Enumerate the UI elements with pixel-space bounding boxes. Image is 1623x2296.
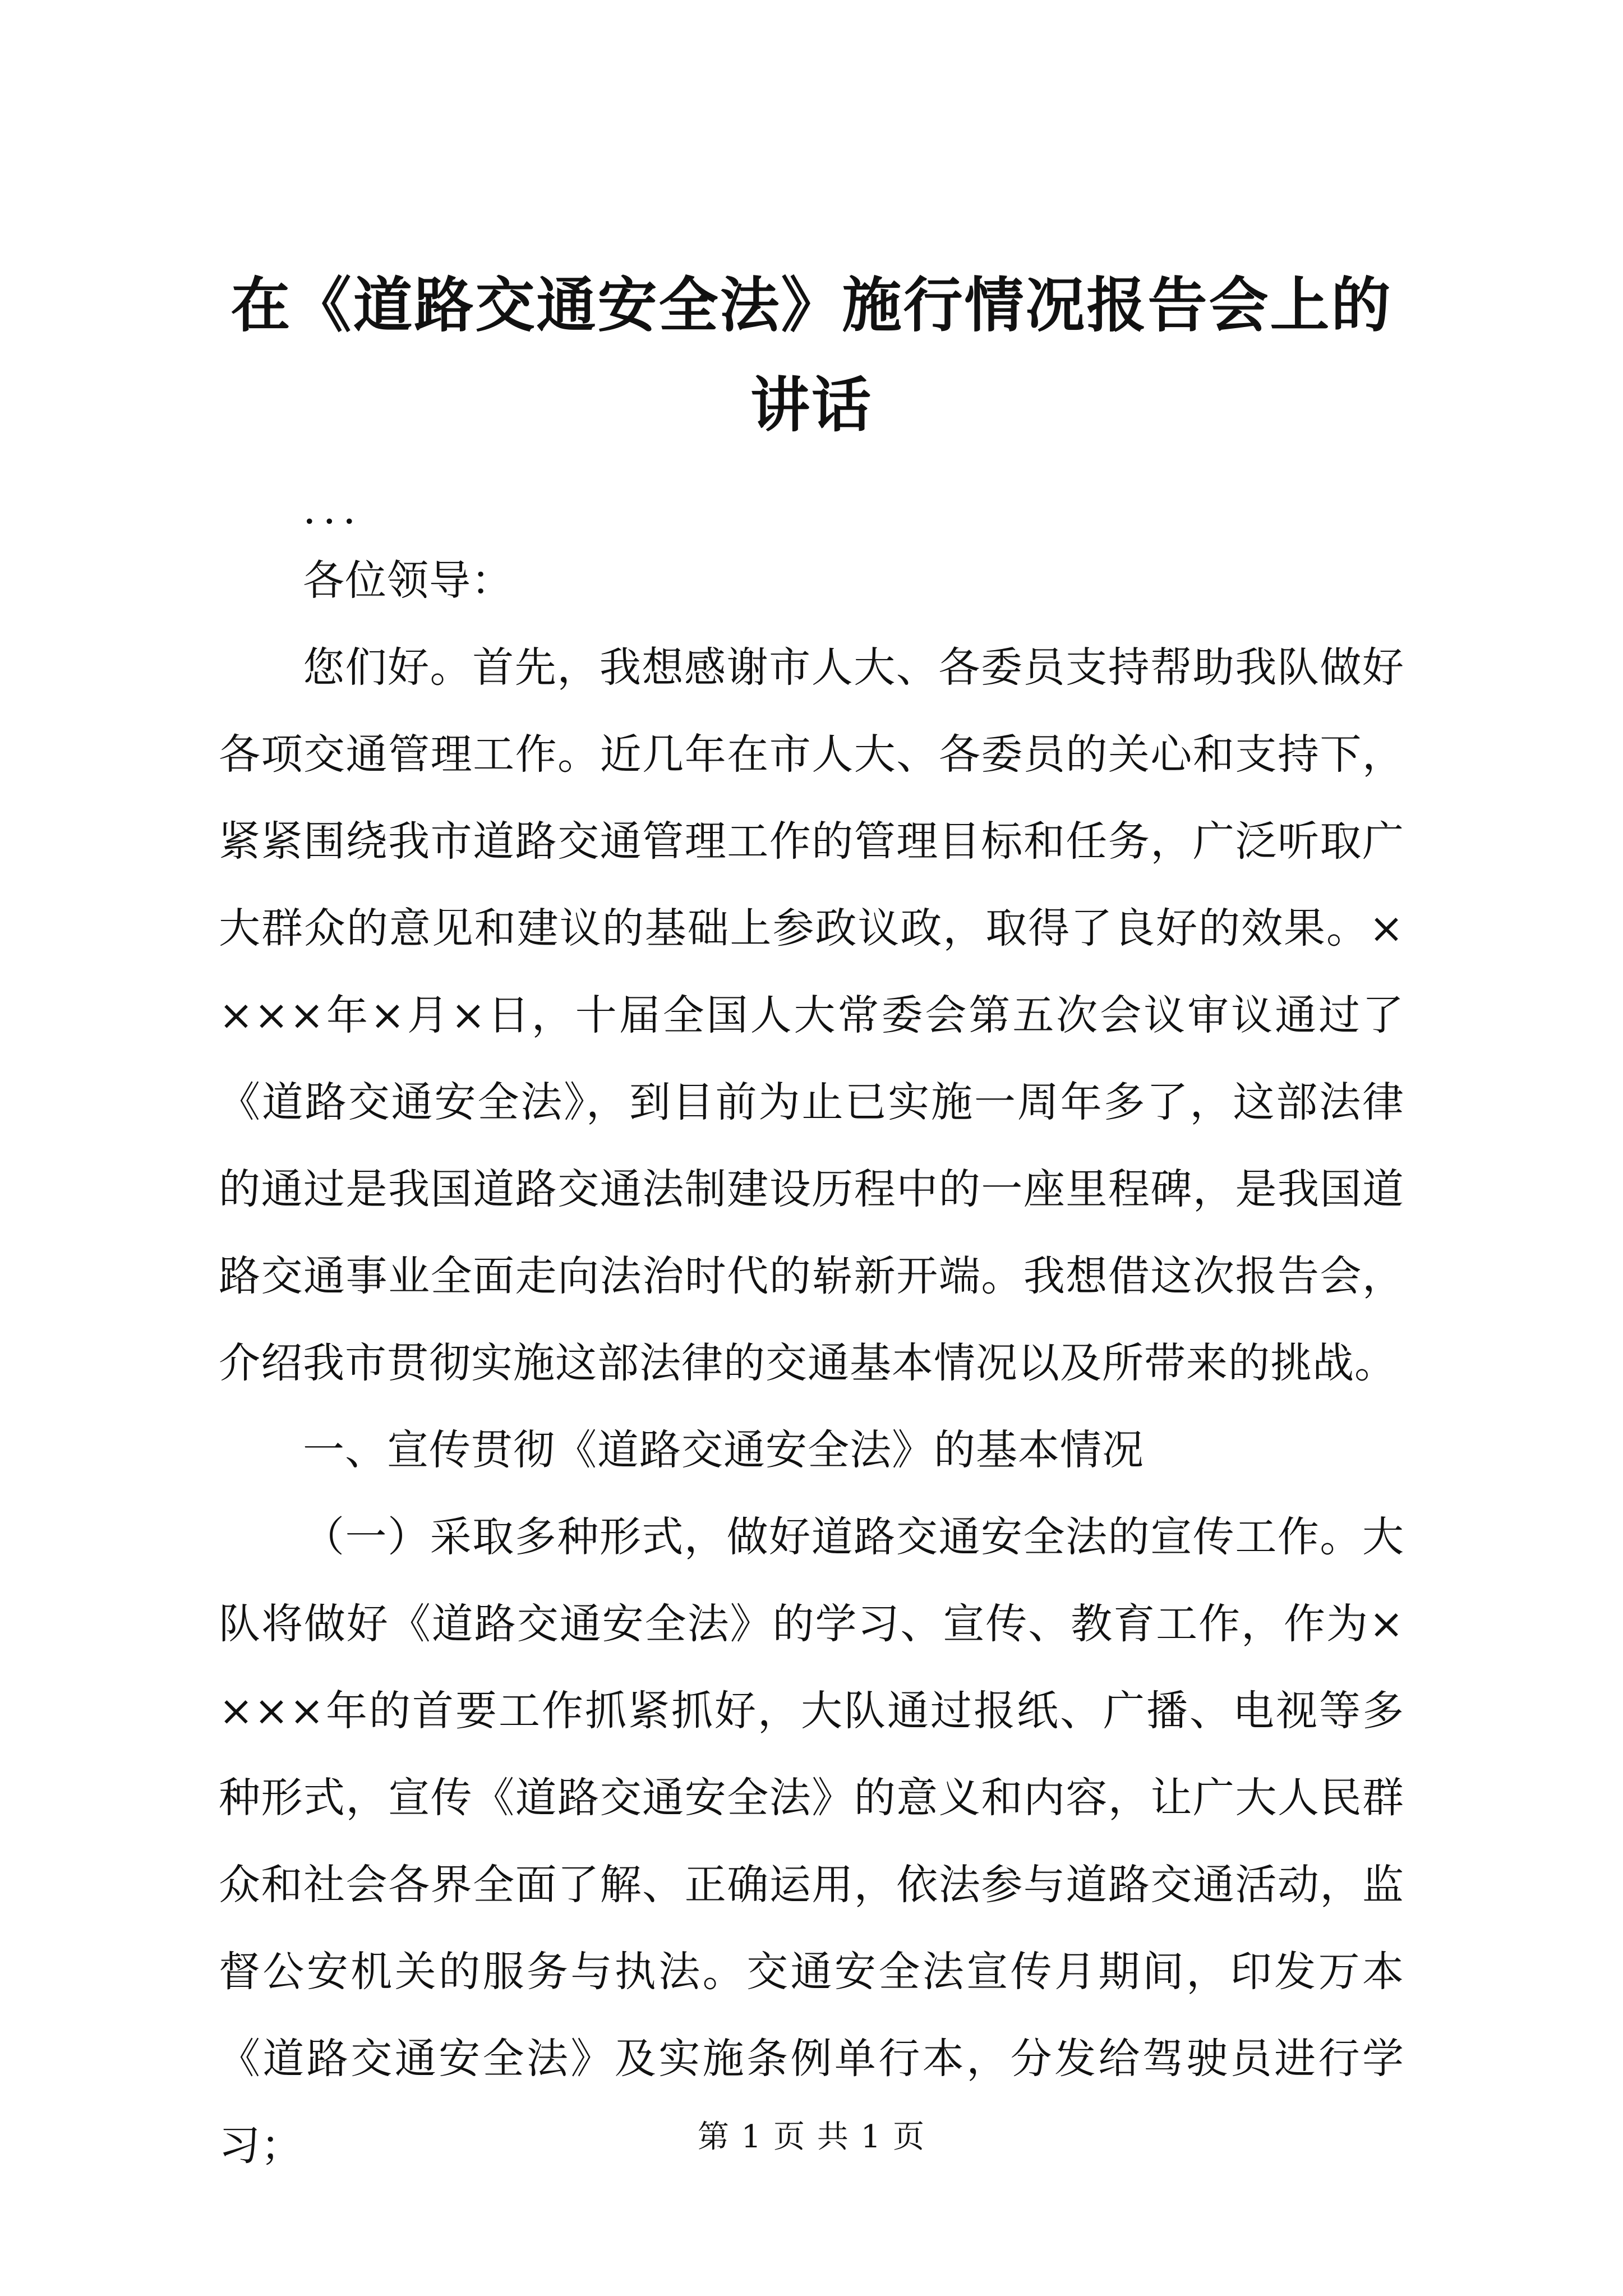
document-body: [219, 481, 1404, 2189]
page-number-footer: 第 1 页 共 1 页: [697, 2119, 926, 2155]
opening-paragraph: 您们好。首先，我想感谢市人大、各委员支持帮助我队做好各项交通管理工作。近几年在市人大、各委员的关心和支持下，紧紧围绕我市道路交通管理工作的管理目标和任务，广泛听取广大群众的意见和建议的基础上参政议政，取得了良好的效果。××××年×月×日，十届全国人大常委会第五次会议审议通过了《道路交通安全法》，到目前为止已实施一周年多了，这部法律的通过是我国道路交通法制建设历程中的一座里程碑，是我国道路交通事业全面走向法治时代的崭新开端。我想借这次报告会，介绍我市贯彻实施这部法律的交通基本情况以及所带来的挑战。: [219, 643, 1404, 1387]
document-title: 在《道路交通安全法》施行情况报告会上的讲话: [230, 270, 1393, 440]
section-paragraph: （一）采取多种形式，做好道路交通安全法的宣传工作。大队将做好《道路交通安全法》的学习、宣传、教育工作，作为××××年的首要工作抓紧抓好，大队通过报纸、广播、电视等多种形式，宣传《道路交通安全法》的意义和内容，让广大人民群众和社会各界全面了解、正确运用，依法参与道路交通活动，监督公安机关的服务与执法。交通安全法宣传月期间，印发万本《道路交通安全法》及实施条例单行本，分发给驾驶员进行学习；: [219, 1513, 1404, 2170]
salutation: 各位领导：: [303, 556, 513, 605]
ellipsis-marker: ...: [303, 485, 363, 533]
section-heading: 一、宣传贯彻《道路交通安全法》的基本情况: [303, 1426, 1144, 1474]
